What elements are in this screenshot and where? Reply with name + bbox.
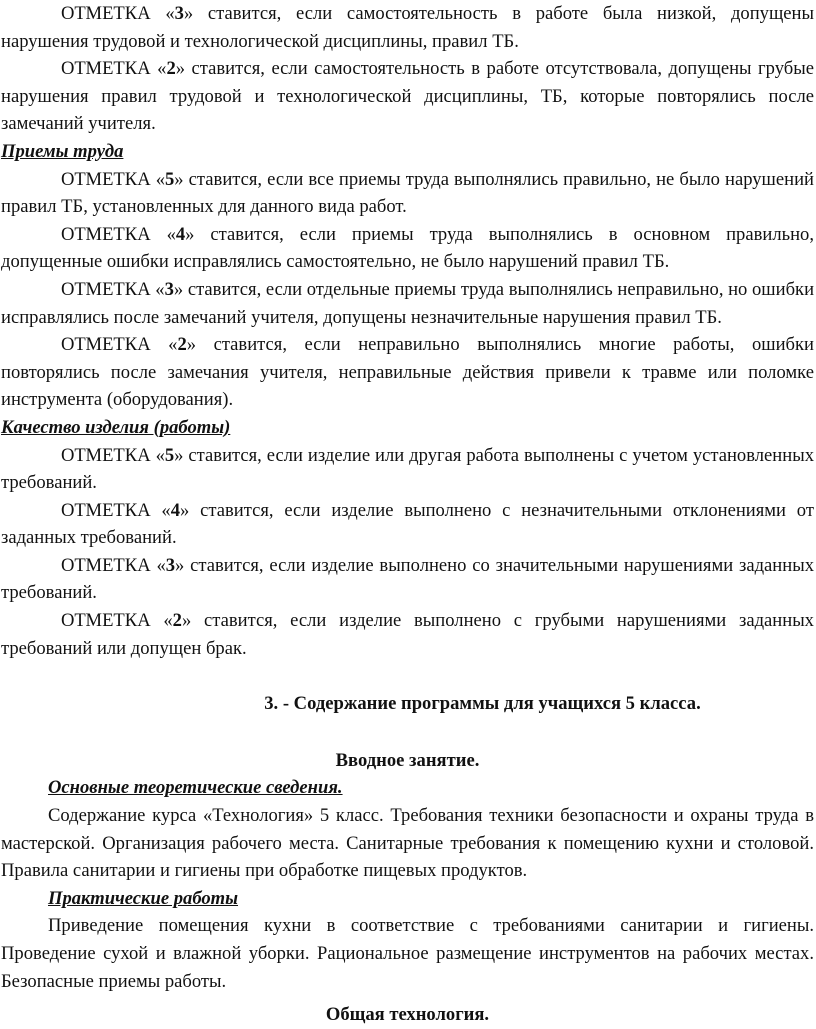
quality-mark5-paragraph: ОТМЕТКА «5» ставится, если изделие или другая работа выполнены с учетом установленных требований. (1, 444, 814, 494)
spacer (1, 718, 814, 747)
techniques-mark5-paragraph: ОТМЕТКА «5» ставится, если все приемы труда выполнялись правильно, не было нарушений правил ТБ, установленных для данного вида работ. (1, 168, 814, 218)
quality-mark3-paragraph: ОТМЕТКА «3» ставится, если изделие выполнено со значительными нарушениями заданных требований. (1, 554, 814, 604)
techniques-mark4-paragraph: ОТМЕТКА «4» ставится, если приемы труда выполнялись в основном правильно, допущенные ошибки исправлялись самостоятельно, не было нарушений правил ТБ. (1, 223, 814, 273)
techniques-title: Приемы труда (1, 140, 124, 162)
work-mark2-paragraph: ОТМЕТКА «2» ставится, если самостоятельность в работе отсутствовала, допущены грубые нарушения правил трудовой и технологической дисциплины, ТБ, которые повторялись после замечаний учителя. (1, 58, 814, 135)
theory-title: Основные теоретические сведения. (48, 777, 343, 799)
spacer (1, 662, 814, 690)
intro-title: Вводное занятие. (335, 749, 480, 771)
techniques-mark2-paragraph: ОТМЕТКА «2» ставится, если неправильно выполнялись многие работы, ошибки повторялись после замечания учителя, неправильные действия привели к травме или поломке инструмента (оборудования). (1, 334, 814, 411)
general-title: Общая технология. (325, 1004, 490, 1026)
program-heading: 3. - Содержание программы для учащихся 5 класса. (264, 693, 701, 715)
techniques-mark3-paragraph: ОТМЕТКА «3» ставится, если отдельные приемы труда выполнялись неправильно, но ошибки исправлялись после замечаний учителя, допущены незначительные нарушения правил ТБ. (1, 278, 815, 328)
quality-title: Качество изделия (работы) (1, 416, 231, 438)
practice-text: Приведение помещения кухни в соответствие с требованиями санитарии и гигиены. Проведение сухой и влажной уборки. Рациональное размещение инструментов на рабочих местах. Безопасные приемы работы. (1, 915, 814, 992)
theory-text: Содержание курса «Технология» 5 класс. Требования техники безопасности и охраны труда в мастерской. Организация рабочего места. Санитарные требования к помещению кухни и столовой. Правила санитарии и гигиены при обработке пищевых продуктов. (1, 805, 814, 882)
work-mark3-paragraph: ОТМЕТКА «3» ставится, если самостоятельность в работе была низкой, допущены нарушения трудовой и технологической дисциплины, правил ТБ. (1, 3, 814, 52)
quality-mark2-paragraph: ОТМЕТКА «2» ставится, если изделие выполнено с грубыми нарушениями заданных требований или допущен брак. (1, 610, 814, 659)
quality-mark4-paragraph: ОТМЕТКА «4» ставится, если изделие выполнено с незначительными отклонениями от заданных требований. (1, 499, 814, 549)
practice-title: Практические работы (48, 887, 239, 909)
